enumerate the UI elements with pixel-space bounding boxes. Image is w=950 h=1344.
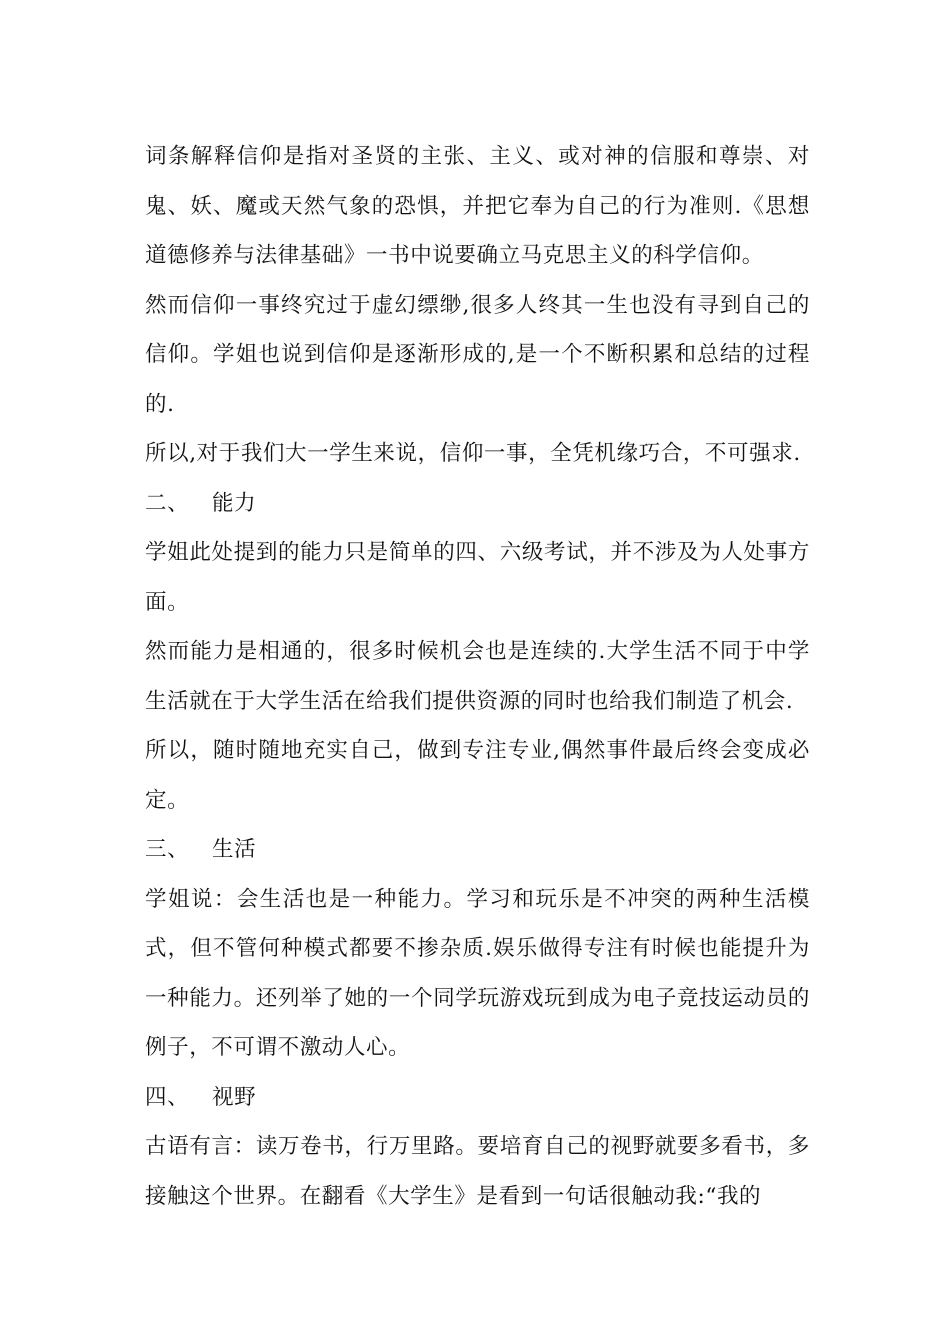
paragraph-ability-opportunity: 然而能力是相通的，很多时候机会也是连续的.大学生活不同于中学生活就在于大学生活在给我们提供资源的同时也给我们制造了机会. — [145, 639, 810, 714]
document-page — [145, 132, 810, 1221]
section-heading-vision — [145, 1073, 810, 1123]
paragraph-belief-elusive: 然而信仰一事终究过于虚幻缥缈,很多人终其一生也没有寻到自己的信仰。学姐也说到信仰是逐渐形成的,是一个不断积累和总结的过程的. — [145, 292, 810, 417]
section-heading-ability — [145, 479, 810, 529]
paragraph-belief-conclusion: 所以,对于我们大一学生来说，信仰一事，全凭机缘巧合，不可强求. — [145, 441, 801, 466]
section-title: 生活 — [212, 837, 257, 862]
section-title: 视野 — [212, 1084, 257, 1110]
section-heading-life — [145, 825, 810, 875]
paragraph-ability-exams: 学姐此处提到的能力只是简单的四、六级考试，并不涉及为人处事方面。 — [145, 540, 810, 615]
section-number: 三、 — [145, 837, 190, 862]
paragraph-ability-conclusion: 所以，随时随地充实自己，做到专注专业,偶然事件最后终会变成必定。 — [145, 738, 810, 813]
paragraph-vision-reading: 古语有言：读万卷书，行万里路。要培育自己的视野就要多看书，多接触这个世界。在翻看《大学生》是看到一句话很触动我:“我的 — [145, 1134, 810, 1209]
section-number: 四、 — [145, 1084, 190, 1110]
section-number: 二、 — [145, 490, 190, 516]
paragraph-belief-definition: 词条解释信仰是指对圣贤的主张、主义、或对神的信服和尊崇、对鬼、妖、魔或天然气象的恐惧，并把它奉为自己的行为准则.《思想道德修养与法律基础》一书中说要确立马克思主义的科学信仰。 — [145, 144, 810, 268]
paragraph-life-skill: 学姐说：会生活也是一种能力。学习和玩乐是不冲突的两种生活模式，但不管何种模式都要不掺杂质.娱乐做得专注有时候也能提升为一种能力。还列举了她的一个同学玩游戏玩到成为电子竞技运动员的例子，不可谓不激动人心。 — [145, 886, 810, 1060]
section-title: 能力 — [212, 490, 257, 516]
